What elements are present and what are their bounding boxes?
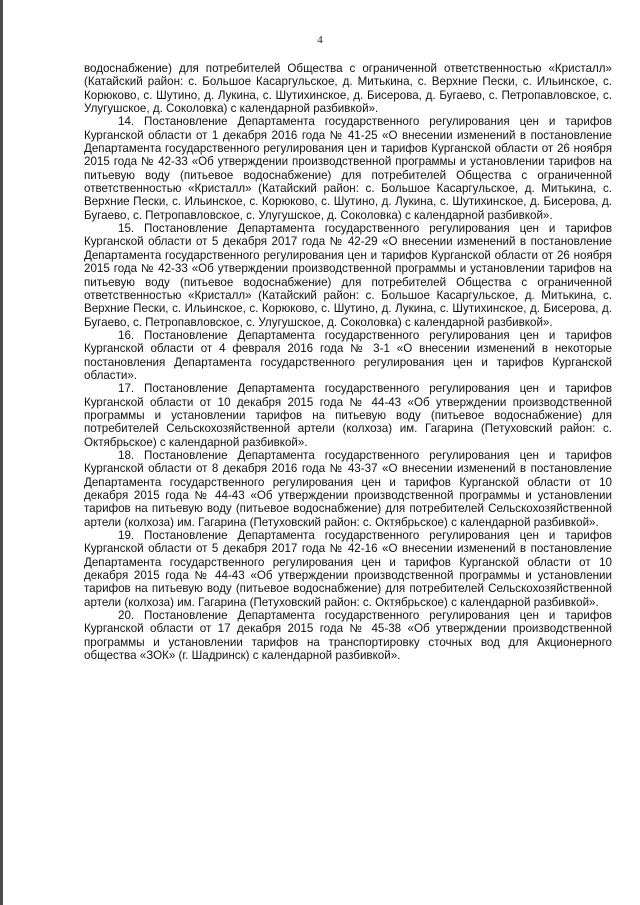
scan-edge-shadow — [0, 0, 3, 905]
list-item-14: 14. Постановление Департамента государственного регулирования цен и тарифов Курганской области от 1 декабря 2016 года № 41-25 «О внесении изменений в постановление Департамента государственного регулирования цен и тарифов Курганской области от 26 ноября 2015 года № 42-33 «Об утверждении производственной программы и установлении тарифов на питьевую воду (питьевое водоснабжение) для потребителей Общества с ограниченной ответственностью «Кристалл» (Катайский район: с. Большое Касаргульское, д. Митькина, с. Верхние Пески, с. Ильинское, с. Корюково, с. Шутино, д. Лукина, с. Шутихинское, д. Бисерова, д. Бугаево, с. Петропавловское, с. Улугушское, д. Соколовка) с календарной разбивкой». — [84, 115, 612, 222]
list-item-16: 16. Постановление Департамента государственного регулирования цен и тарифов Курганской области от 4 февраля 2016 года № 3-1 «О внесении изменений в некоторые постановления Департамента государственного регулирования цен и тарифов Курганской области». — [84, 328, 612, 382]
document-body — [84, 62, 612, 662]
list-item-20: 20. Постановление Департамента государственного регулирования цен и тарифов Курганской области от 17 декабря 2015 года № 45-38 «Об утверждении производственной программы и установлении тарифов на транспортировку сточных вод для Акционерного общества «ЗОК» (г. Шадринск) с календарной разбивкой». — [84, 609, 612, 663]
list-item-19: 19. Постановление Департамента государственного регулирования цен и тарифов Курганской области от 5 декабря 2017 года № 42-16 «О внесении изменений в постановление Департамента государственного регулирования цен и тарифов Курганской области от 10 декабря 2015 года № 44-43 «Об утверждении производственной программы и установлении тарифов на питьевую воду (питьевое водоснабжение) для потребителей Сельскохозяйственной артели (колхоза) им. Гагарина (Петуховский район: с. Октябрьское) с календарной разбивкой». — [84, 529, 612, 609]
page-number: 4 — [317, 34, 323, 46]
list-item-15: 15. Постановление Департамента государственного регулирования цен и тарифов Курганской области от 5 декабря 2017 года № 42-29 «О внесении изменений в постановление Департамента государственного регулирования цен и тарифов Курганской области от 26 ноября 2015 года № 42-33 «Об утверждении производственной программы и установлении тарифов на питьевую воду (питьевое водоснабжение) для потребителей Общества с ограниченной ответственностью «Кристалл» (Катайский район: с. Большое Касаргульское, д. Митькина, с. Верхние Пески, с. Ильинское, с. Корюково, с. Шутино, д. Лукина, с. Шутихинское, д. Бисерова, д. Бугаево, с. Петропавловское, с. Улугушское, д. Соколовка) с календарной разбивкой». — [84, 222, 612, 329]
paragraph-continuation: водоснабжение) для потребителей Общества с ограниченной ответственностью «Кристалл» (Катайский район: с. Большое Касаргульское, д. Митькина, с. Верхние Пески, с. Ильинское, с. Корюково, с. Шутино, д. Лукина, с. Шутихинское, д. Бисерова, д. Бугаево, с. Петропавловское, с. Улугушское, д. Соколовка) с календарной разбивкой». — [84, 62, 612, 116]
list-item-18: 18. Постановление Департамента государственного регулирования цен и тарифов Курганской области от 8 декабря 2016 года № 43-37 «О внесении изменений в постановление Департамента государственного регулирования цен и тарифов Курганской области от 10 декабря 2015 года № 44-43 «Об утверждении производственной программы и установлении тарифов на питьевую воду (питьевое водоснабжение) для потребителей Сельскохозяйственной артели (колхоза) им. Гагарина (Петуховский район: с. Октябрьское) с календарной разбивкой». — [84, 448, 612, 529]
list-item-17: 17. Постановление Департамента государственного регулирования цен и тарифов Курганской области от 10 декабря 2015 года № 44-43 «Об утверждении производственной программы и установлении тарифов на питьевую воду (питьевое водоснабжение) для потребителей Сельскохозяйственной артели (колхоза) им. Гагарина (Петуховский район: с. Октябрьское) с календарной разбивкой». — [84, 382, 612, 449]
